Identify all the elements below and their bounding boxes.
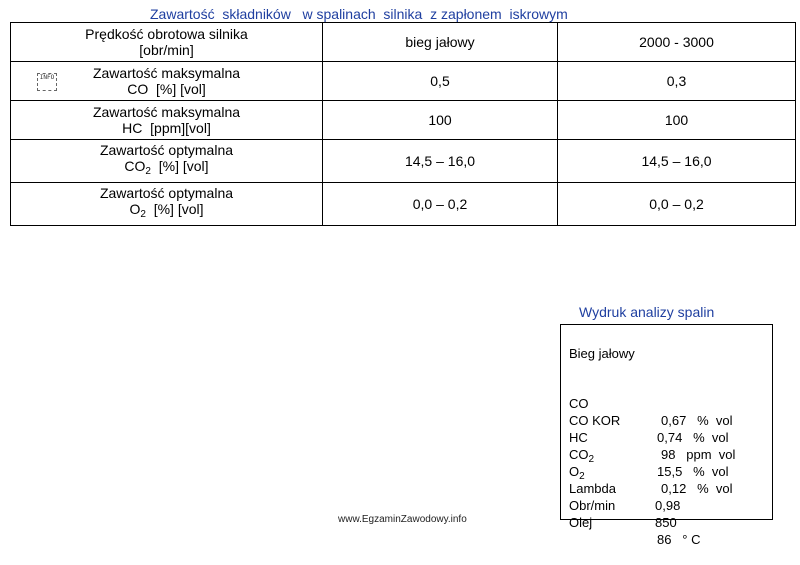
table-row bbox=[11, 101, 796, 140]
report-value: 0,67 % vol bbox=[661, 413, 733, 428]
table-header-row bbox=[11, 23, 796, 62]
header-rpm-range: 2000 - 3000 bbox=[558, 23, 796, 62]
report-value: 850 bbox=[655, 515, 677, 530]
report-value: 86 ° C bbox=[657, 532, 701, 547]
unit: [%] [vol] bbox=[145, 201, 204, 217]
emission-spec-table bbox=[10, 22, 796, 226]
header-idle: bieg jałowy bbox=[323, 23, 558, 62]
row-label-cell bbox=[11, 183, 323, 226]
exhaust-analysis-printout bbox=[560, 324, 773, 547]
report-mode: Bieg jałowy bbox=[569, 346, 635, 361]
footer-watermark: www.EgzaminZawodowy.info bbox=[338, 514, 467, 525]
value-rpm-range: 100 bbox=[558, 101, 796, 140]
report-label: HC bbox=[569, 430, 588, 445]
species: CO bbox=[127, 81, 149, 97]
header-label-line2: [obr/min] bbox=[139, 42, 194, 58]
row-label-line1: Zawartość optymalna bbox=[99, 142, 234, 158]
row-label-line2 bbox=[15, 81, 318, 97]
header-label-cell bbox=[11, 23, 323, 62]
species: CO bbox=[124, 158, 146, 174]
row-label-line1: Zawartość maksymalna bbox=[92, 104, 241, 120]
header-label-line1: Prędkość obrotowa silnika bbox=[85, 26, 248, 42]
report-title: Wydruk analizy spalin bbox=[579, 304, 715, 320]
value-rpm-range: 14,5 – 16,0 bbox=[558, 140, 796, 183]
info-icon: INFO bbox=[37, 73, 57, 91]
row-label-cell bbox=[11, 140, 323, 183]
report-value: 98 ppm vol bbox=[661, 447, 736, 462]
value-idle: 100 bbox=[323, 101, 558, 140]
value-idle: 0,0 – 0,2 bbox=[323, 183, 558, 226]
report-label: Olej bbox=[569, 515, 593, 530]
report-label: Lambda bbox=[569, 481, 616, 496]
report-value: 0,98 bbox=[655, 498, 681, 513]
row-label-line1: Zawartość optymalna bbox=[99, 185, 234, 201]
row-label-cell bbox=[11, 101, 323, 140]
row-label-line1: Zawartość maksymalna bbox=[92, 65, 241, 81]
report-value: 0,12 % vol bbox=[661, 481, 733, 496]
species: HC bbox=[122, 120, 143, 136]
row-label-cell bbox=[11, 62, 323, 101]
row-label-line2 bbox=[15, 201, 318, 223]
value-rpm-range: 0,0 – 0,2 bbox=[558, 183, 796, 226]
report-value: 15,5 % vol bbox=[657, 464, 729, 479]
report-label: $CO_2$ bbox=[569, 447, 595, 465]
row-label-line2 bbox=[15, 158, 318, 180]
species-subscript: 2 bbox=[140, 209, 146, 220]
unit: [%] [vol] bbox=[150, 158, 209, 174]
value-idle: 0,5 bbox=[323, 62, 558, 101]
report-label: CO KOR bbox=[569, 413, 621, 428]
table-row bbox=[11, 62, 796, 101]
unit: [ppm][vol] bbox=[142, 120, 211, 136]
report-label: CO bbox=[569, 396, 589, 411]
unit: [%] [vol] bbox=[148, 81, 206, 97]
row-label-line2 bbox=[15, 120, 318, 136]
species: O bbox=[129, 201, 141, 217]
species-subscript: 2 bbox=[145, 166, 151, 177]
report-label: $O_2$ bbox=[569, 464, 585, 482]
report-label: Obr/min bbox=[569, 498, 616, 513]
report-value: 0,74 % vol bbox=[657, 430, 729, 445]
table-row bbox=[11, 183, 796, 226]
value-rpm-range: 0,3 bbox=[558, 62, 796, 101]
value-idle: 14,5 – 16,0 bbox=[323, 140, 558, 183]
table-row bbox=[11, 140, 796, 183]
table-title: Zawartość składników w spalinach silnika z zapłonem iskrowym bbox=[150, 6, 568, 22]
